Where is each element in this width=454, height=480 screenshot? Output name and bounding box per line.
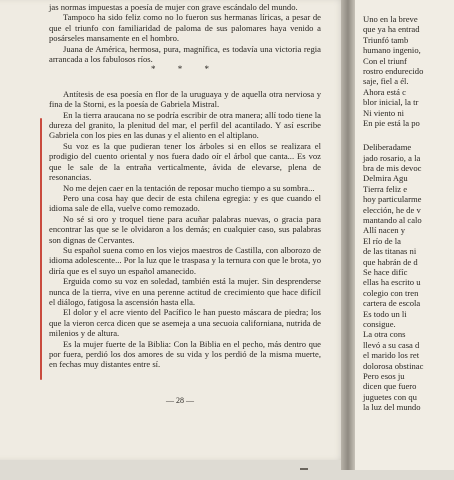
paragraph: Su español suena como en los viejos maestros de Castilla, con alborozo de idioma adolescente... Por la luz que le traspasa y la ternura con que le brota, yo diría que es el suyo un español amanecido.: [49, 244, 321, 276]
text-line: bra de mis devoc: [363, 163, 422, 174]
text-line: Es todo un li: [363, 308, 407, 319]
text-line: que habrán de d: [363, 256, 418, 267]
text-line: Pero esos ju: [363, 370, 405, 381]
text-line: consigue.: [363, 318, 396, 329]
text-line: rostro endurecido: [363, 65, 424, 76]
text-line: saje, fiel a él.: [363, 76, 409, 87]
text-line: juguetes con qu: [363, 391, 417, 402]
text-line: cartera de escola: [363, 298, 421, 309]
text-line: Deliberadame: [363, 142, 412, 153]
text-line: Allí nacen y: [363, 225, 405, 236]
text-line: el marido los ret: [363, 350, 420, 361]
text-line: En pie está la po: [363, 117, 420, 128]
text-line: Uno en la breve: [363, 14, 418, 24]
text-line: jado rosario, a la: [363, 152, 421, 163]
book-gutter: [341, 0, 355, 470]
text-line: Se hace difíc: [363, 266, 408, 277]
paragraph: El dolor y el acre viento del Pacífico le han puesto máscara de piedra; los que la vieron cerca dicen que se asemeja a una secuoia californiana, nutrida de milenios y de altura.: [49, 307, 321, 339]
text-line: blor inicial, la tr: [363, 97, 419, 108]
text-line: Ahora está c: [363, 86, 406, 97]
page-number: — 28 —: [166, 396, 194, 405]
paragraph: Juana de América, hermosa, pura, magnífica, es todavía una victoria regia arrancada a los fabulosos ríos.: [49, 43, 321, 65]
text-line: Tierra feliz e: [363, 183, 408, 194]
left-page-text: [49, 2, 321, 370]
text-line: Delmira Agu: [363, 173, 408, 184]
bottom-mark: [300, 468, 308, 470]
text-line: mantando al calo: [363, 215, 422, 226]
paragraph: En la tierra araucana no se podría escribir de otra manera; allí todo tiene la dureza del granito, la plenitud del mar, el perfil del acantilado. Y así escribe Gabriela con los pies en las dunas y el aliento en el altiplano.: [49, 109, 321, 141]
text-line: colegio con tren: [363, 287, 419, 298]
paragraph: Tampoco ha sido feliz como no lo fueron sus hermanas líricas, a pesar de que el triunfo con familiaridad de paloma de sus palomares haya venido a posárseles mansamente en el hombro.: [49, 12, 321, 44]
paragraph: No sé si oro y troquel tiene para acuñar palabras nuevas, o gracia para encontrar las que se le olvidaron a los demás; en cualquier caso, sus palabras son dignas de Cervantes.: [49, 213, 321, 245]
text-line: dolorosa obstinac: [363, 360, 424, 371]
text-line: Ni viento ni: [363, 107, 405, 118]
paragraph: jas normas impuestas a poesía de mujer con grave escándalo del mundo.: [49, 2, 298, 12]
red-margin-mark: [40, 118, 42, 380]
right-page: [355, 0, 454, 470]
paragraph: Erguida como su voz en soledad, también está la mujer. Sin desprenderse nunca de la tierra, vive en una perenne actitud de crecimiento que hace difícil el diálogo, fatigosa la ascensión hasta ella.: [49, 276, 321, 307]
paragraph: Su voz es la que pudieran tener los árboles si en ellos se realizara el prodigio del cuento oriental y nos fuera dado oír el árbol que canta... Es voz que le sale de la entraña verticalmente, ávida de elevarse, plena de resonancias.: [49, 140, 321, 183]
paragraph: Es la mujer fuerte de la Biblia: Con la Biblia en el pecho, más dentro que por fuera, perdió los dos amores de su vida y los perdió de la misma muerte, en fechas muy distantes entre sí.: [49, 338, 321, 370]
text-line: dicen que fuero: [363, 381, 417, 392]
paragraph: Pero una cosa hay que decir de esta chilena egregia: y es que cuando el idioma sale de ella, vuelve como remozado.: [49, 192, 321, 214]
text-line: hoy particularme: [363, 194, 422, 205]
text-line: [363, 128, 454, 142]
section-separator: * * *: [151, 64, 219, 75]
text-line: elección, he de v: [363, 204, 421, 215]
text-line: El río de la: [363, 235, 401, 246]
paragraph: Antítesis de esa poesía en flor de la uruguaya y de aquella otra nerviosa y fina de la Storni, es la poesía de Gabriela Mistral.: [49, 88, 321, 110]
text-line: ellas ha escrito u: [363, 277, 421, 288]
text-line: Triunfó tamb: [363, 34, 409, 45]
text-line: que ya ha entrad: [363, 24, 420, 35]
text-line: de las titanas ni: [363, 246, 417, 257]
text-line: llevó a su casa d: [363, 339, 420, 350]
right-page-text: [363, 14, 454, 412]
text-line: la luz del mundo: [363, 402, 421, 413]
text-line: humano ingenio,: [363, 45, 421, 56]
paragraph: No me dejen caer en la tentación de reposar mucho tiempo a su sombra...: [63, 182, 315, 193]
text-line: La otra cons: [363, 329, 406, 340]
text-line: Con el triunf: [363, 55, 407, 66]
